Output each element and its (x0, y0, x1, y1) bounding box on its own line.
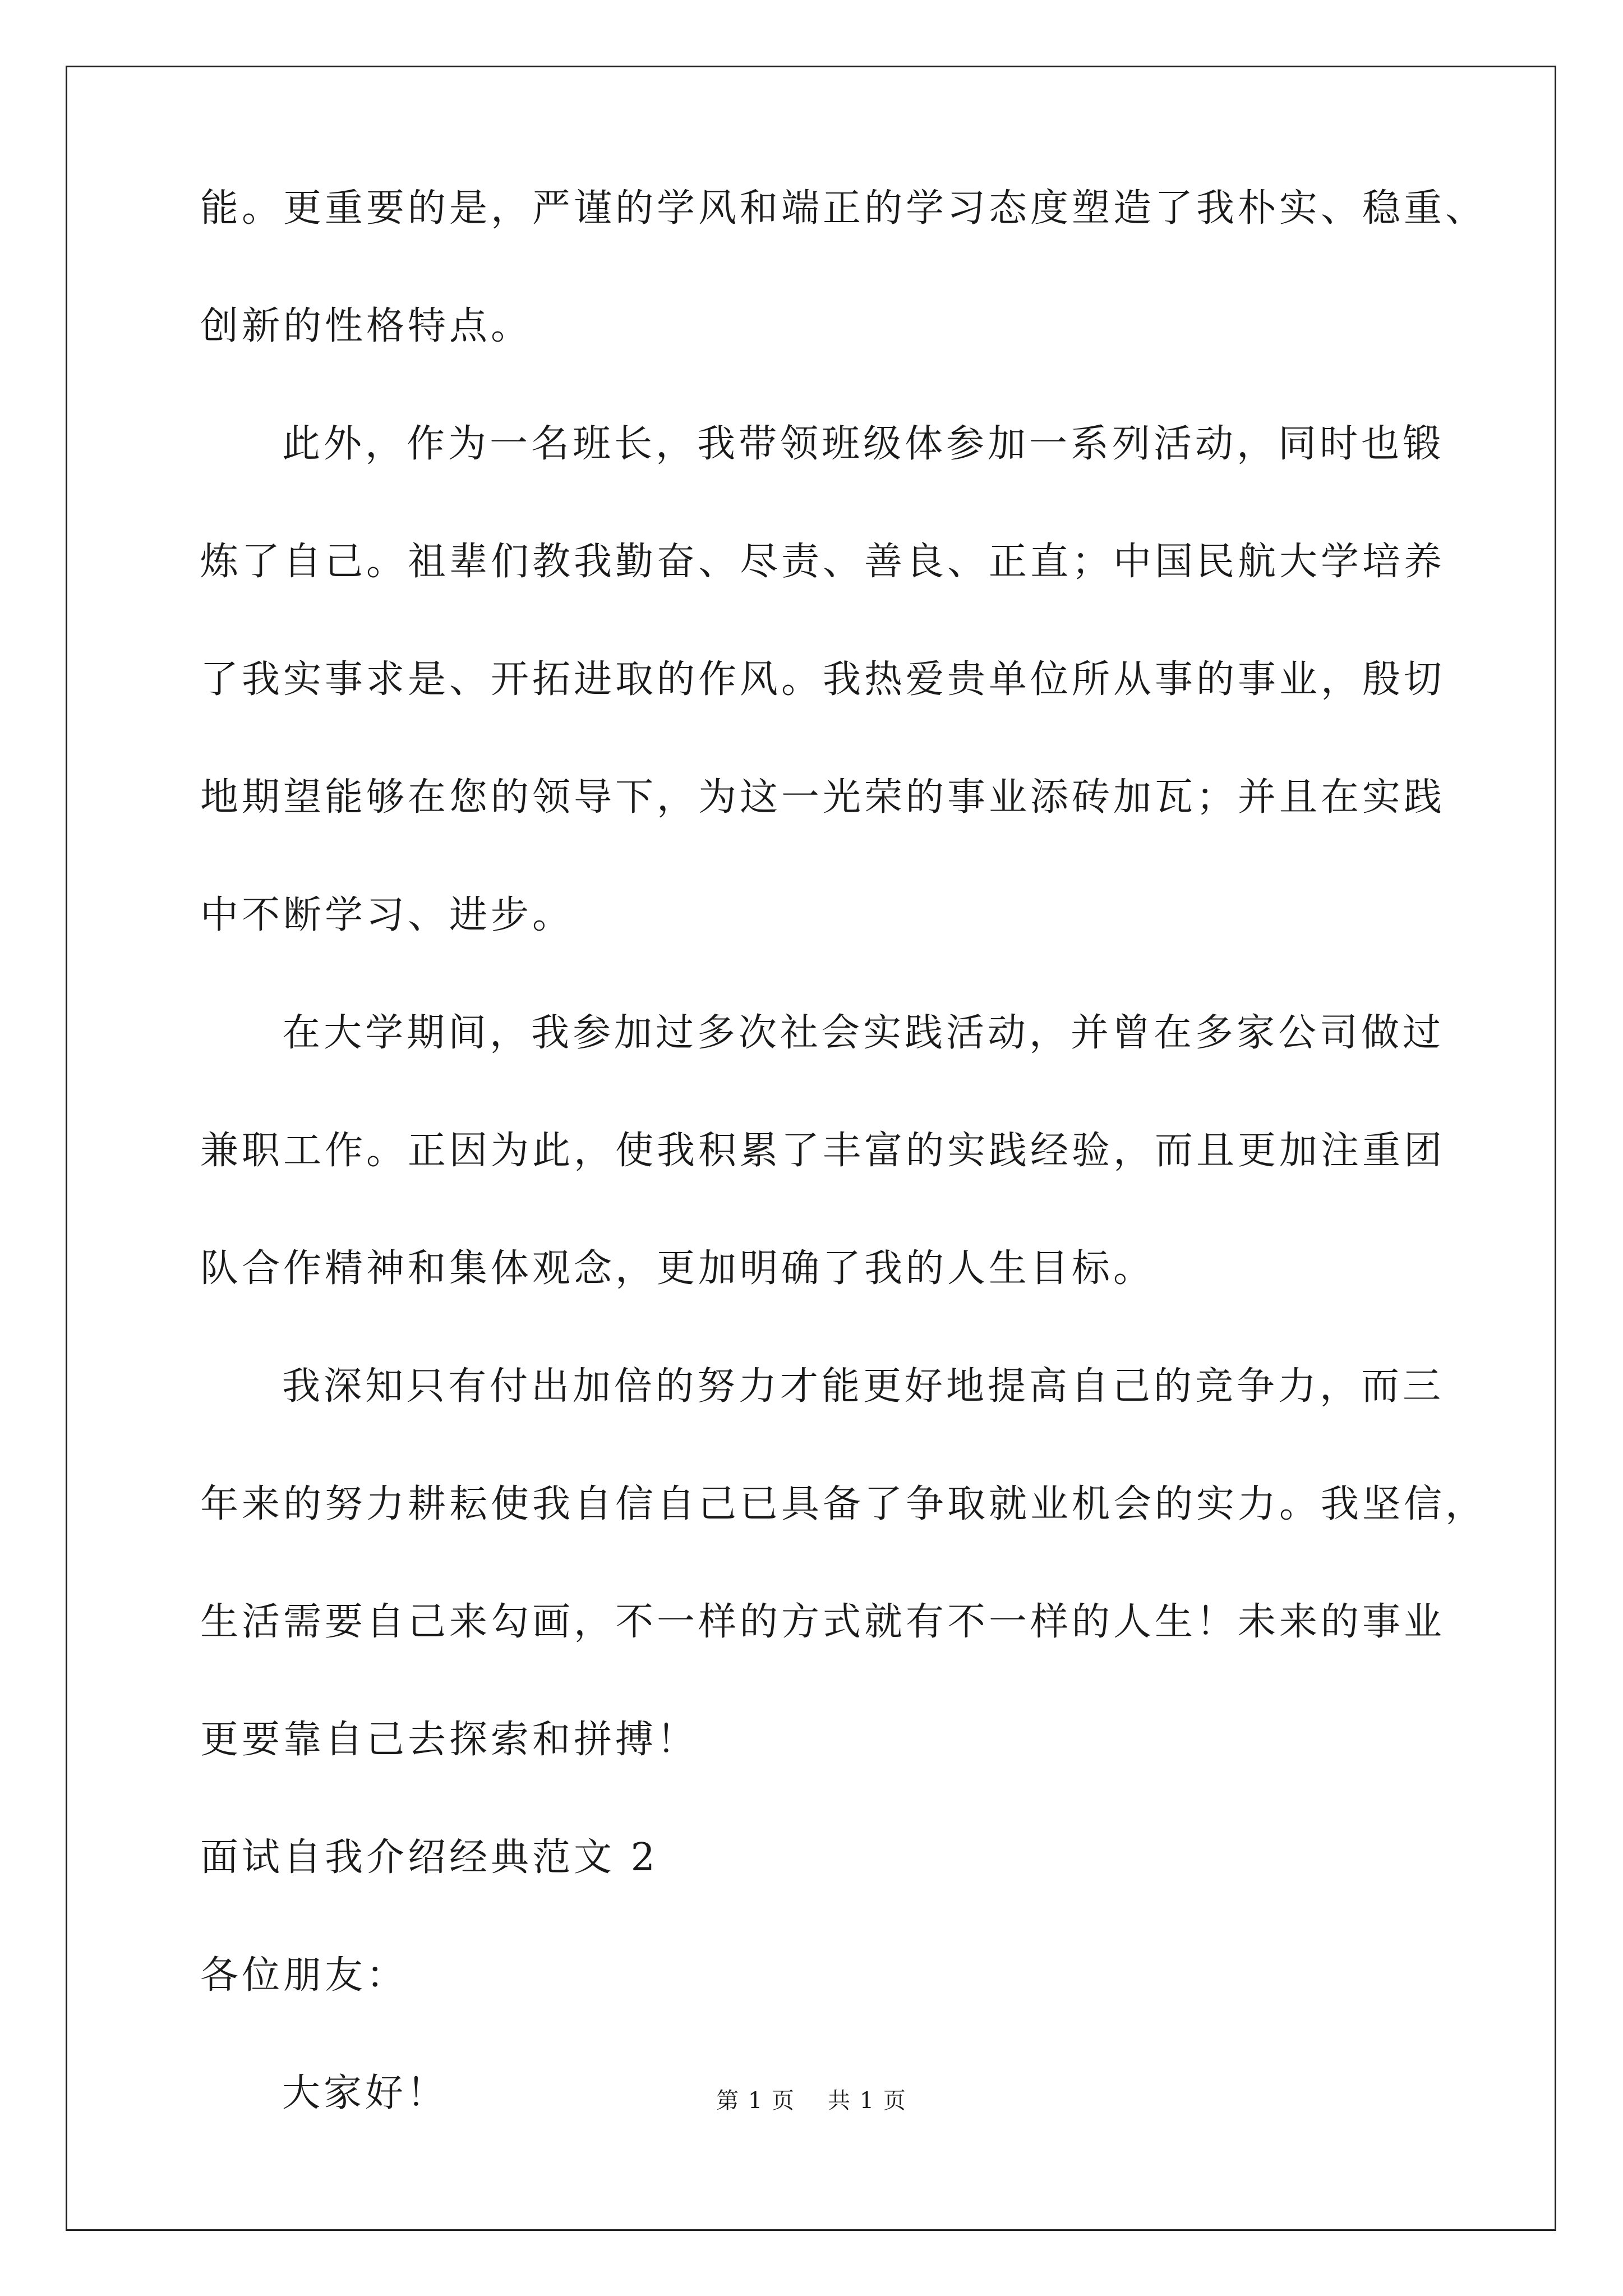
page-total: 共 1 页 (828, 2088, 907, 2114)
page-footer (0, 2090, 1623, 2112)
text-line: 炼了自己。祖辈们教我勤奋、尽责、善良、正直；中国民航大学培养 (200, 540, 1446, 584)
text-line: 了我实事求是、开拓进取的作风。我热爱贵单位所从事的事业，殷切 (200, 657, 1446, 702)
text-line: 更要靠自己去探索和拼搏！ (200, 1718, 699, 1762)
text-line: 创新的性格特点。 (200, 304, 533, 348)
section-title: 面试自我介绍经典范文 2 (200, 1835, 658, 1880)
text-line: 中不断学习、进步。 (200, 893, 574, 937)
text-line: 生活需要自己来勾画，不一样的方式就有不一样的人生！未来的事业 (200, 1600, 1446, 1644)
text-line: 兼职工作。正因为此，使我积累了丰富的实践经验，而且更加注重团 (200, 1129, 1446, 1173)
page-number: 第 1 页 (716, 2088, 795, 2114)
text-line: 年来的努力耕耘使我自信自己已具备了争取就业机会的实力。我坚信， (200, 1482, 1487, 1526)
text-line: 能。更重要的是，严谨的学风和端正的学习态度塑造了我朴实、稳重、 (200, 186, 1487, 231)
paragraph-start: 此外，作为一名班长，我带领班级体参加一系列活动，同时也锻 (282, 422, 1445, 466)
text-line: 地期望能够在您的领导下，为这一光荣的事业添砖加瓦；并且在实践 (200, 775, 1446, 820)
text-line: 队合作精神和集体观念，更加明确了我的人生目标。 (200, 1246, 1155, 1291)
paragraph-start: 在大学期间，我参加过多次社会实践活动，并曾在多家公司做过 (282, 1011, 1445, 1055)
paragraph-start: 我深知只有付出加倍的努力才能更好地提高自己的竞争力，而三 (282, 1364, 1445, 1409)
salutation: 各位朋友： (200, 1953, 408, 1998)
greeting: 大家好！ (282, 2071, 449, 2115)
